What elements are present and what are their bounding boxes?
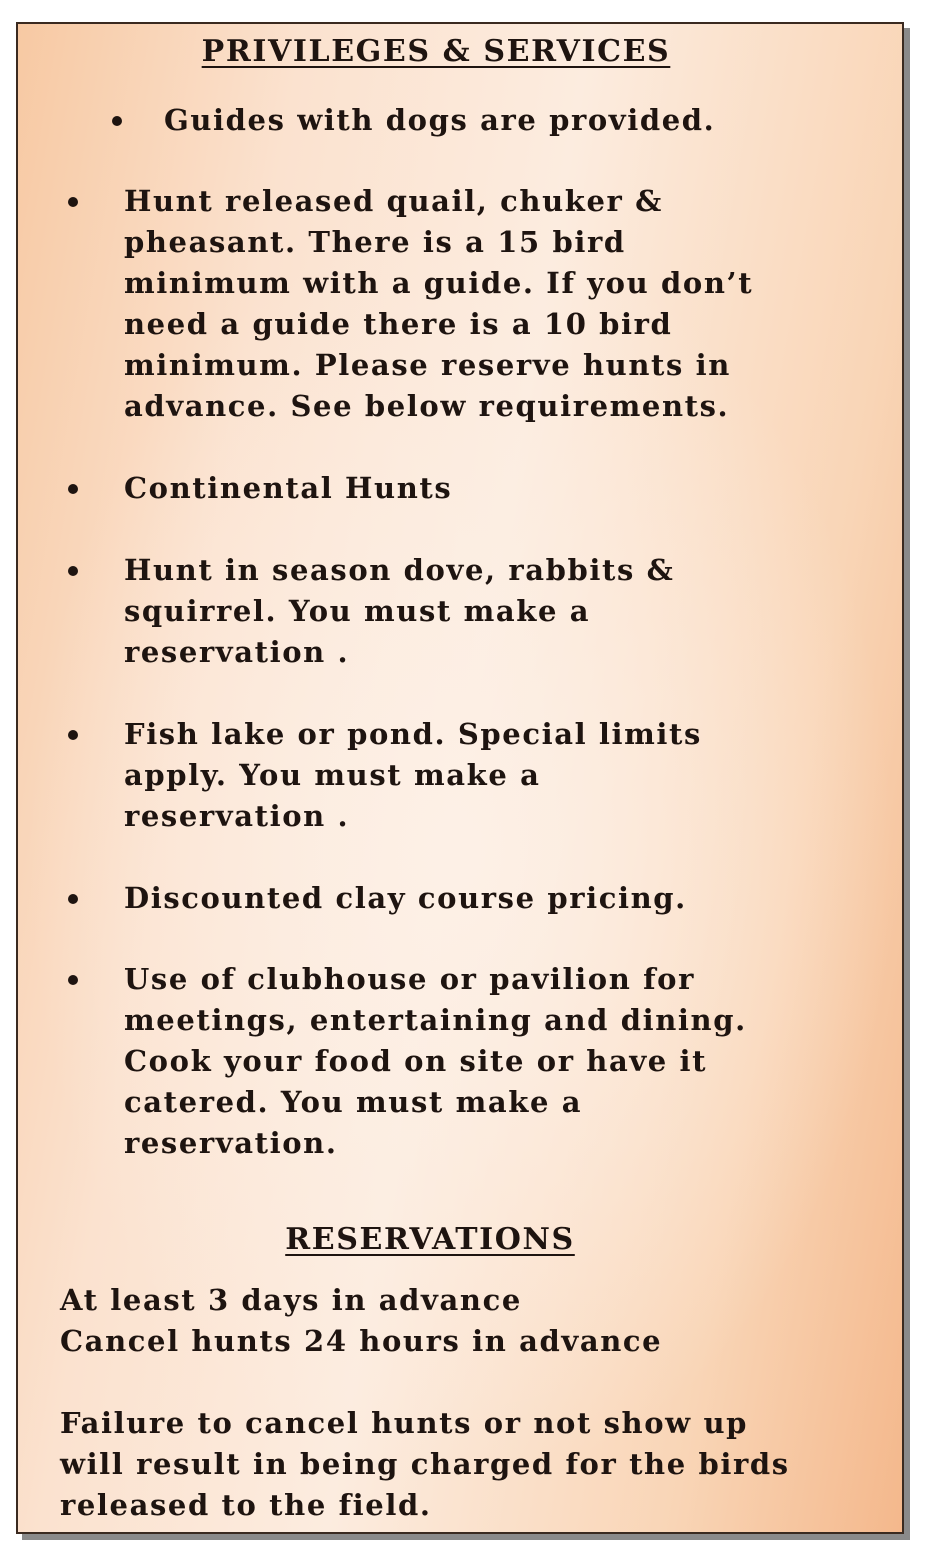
item-line: meetings, entertaining and dining. bbox=[124, 1003, 747, 1037]
warning-line: Failure to cancel hunts or not show up bbox=[60, 1406, 749, 1440]
bullet-icon bbox=[112, 116, 122, 126]
item-line: Use of clubhouse or pavilion for bbox=[124, 962, 696, 996]
item-line: minimum. Please reserve hunts in bbox=[124, 348, 731, 382]
item-line: Hunt in season dove, rabbits & bbox=[124, 553, 675, 587]
bullet-icon bbox=[68, 484, 78, 494]
item-line: apply. You must make a bbox=[124, 758, 541, 792]
rule-line: At least 3 days in advance bbox=[60, 1283, 522, 1317]
item-line: Hunt released quail, chuker & bbox=[124, 184, 663, 218]
privilege-item-in-season bbox=[124, 550, 674, 673]
rule-line: Cancel hunts 24 hours in advance bbox=[60, 1324, 663, 1358]
privilege-item-guides bbox=[164, 100, 715, 141]
item-line: Guides with dogs are provided. bbox=[164, 103, 716, 137]
item-line: minimum with a guide. If you don’t bbox=[124, 266, 754, 300]
item-line: squirrel. You must make a bbox=[124, 594, 591, 628]
services-card bbox=[16, 22, 904, 1534]
privilege-item-continental bbox=[124, 468, 452, 509]
bullet-icon bbox=[68, 566, 78, 576]
item-line: catered. You must make a bbox=[124, 1085, 583, 1119]
item-line: advance. See below requirements. bbox=[124, 389, 730, 423]
item-line: reservation . bbox=[124, 799, 350, 833]
privileges-heading: PRIVILEGES & SERVICES bbox=[201, 34, 671, 69]
bullet-icon bbox=[68, 730, 78, 740]
item-line: Fish lake or pond. Special limits bbox=[124, 717, 702, 751]
privilege-item-released-birds bbox=[124, 181, 753, 427]
item-line: need a guide there is a 10 bird bbox=[124, 307, 673, 341]
reservations-heading: RESERVATIONS bbox=[285, 1222, 575, 1257]
warning-line: will result in being charged for the birds bbox=[60, 1447, 790, 1481]
warning-line: released to the field. bbox=[60, 1488, 432, 1522]
reservation-rules bbox=[60, 1280, 662, 1362]
item-line: pheasant. There is a 15 bird bbox=[124, 225, 626, 259]
privilege-item-clay-course bbox=[124, 878, 687, 919]
cancellation-warning bbox=[60, 1403, 790, 1526]
item-line: Cook your food on site or have it bbox=[124, 1044, 708, 1078]
privilege-item-fishing bbox=[124, 714, 702, 837]
item-line: Discounted clay course pricing. bbox=[124, 881, 687, 915]
item-line: reservation. bbox=[124, 1126, 338, 1160]
privilege-item-clubhouse bbox=[124, 959, 747, 1164]
bullet-icon bbox=[68, 975, 78, 985]
item-line: Continental Hunts bbox=[124, 471, 453, 505]
bullet-icon bbox=[68, 894, 78, 904]
bullet-icon bbox=[68, 197, 78, 207]
item-line: reservation . bbox=[124, 635, 350, 669]
